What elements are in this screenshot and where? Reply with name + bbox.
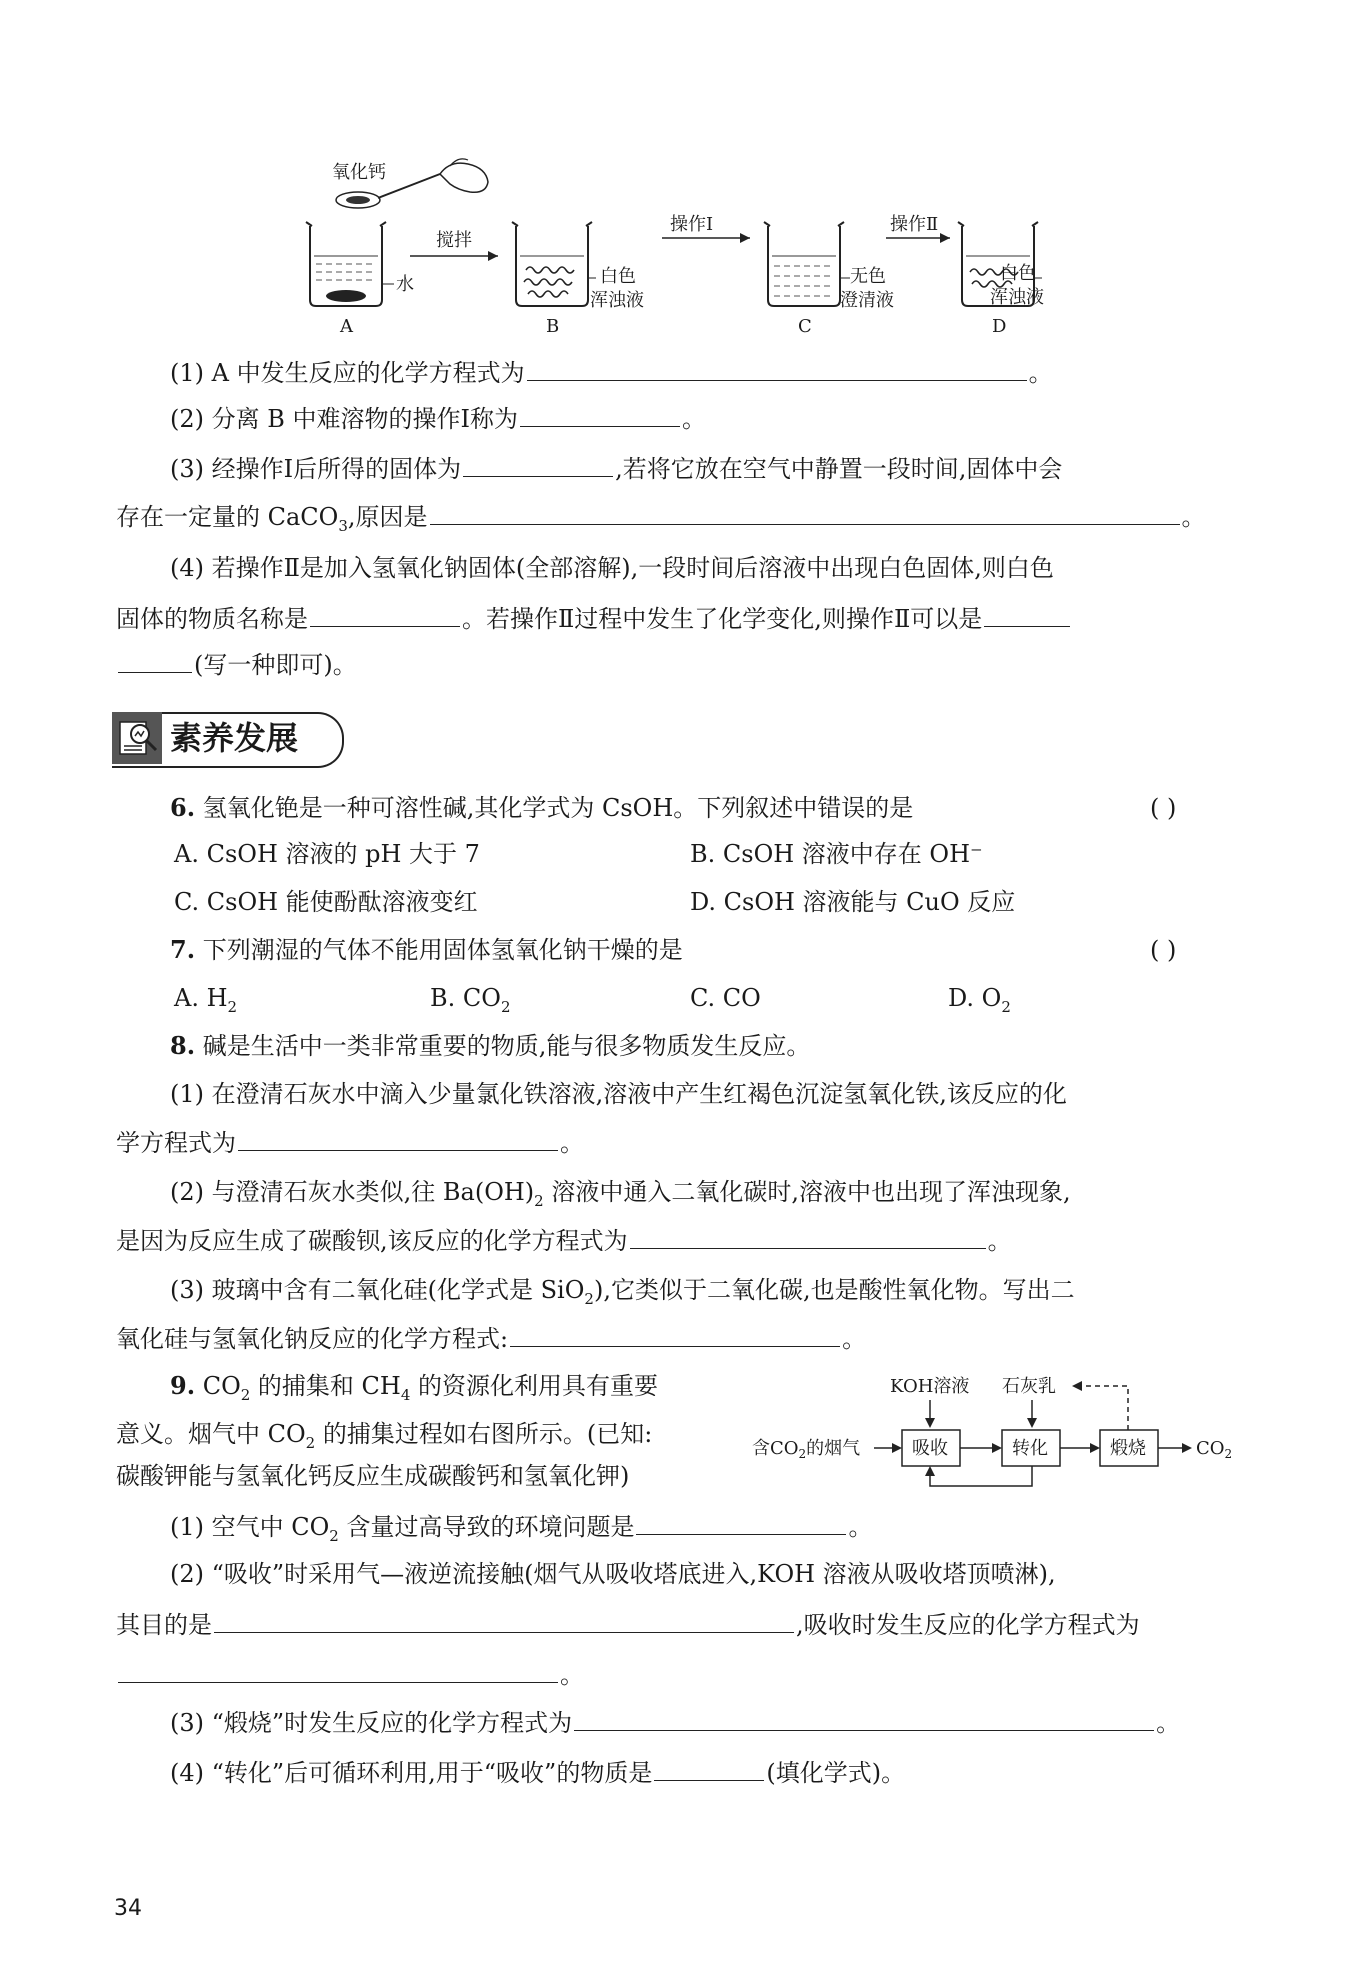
answer-blank[interactable]	[238, 1126, 558, 1151]
q7-option-a[interactable]: A. $H_2$	[174, 984, 238, 1016]
label-b: B	[546, 316, 560, 337]
arrow-op1-label: 操作Ⅰ	[670, 214, 714, 235]
answer-blank[interactable]	[654, 1756, 764, 1781]
arrow-stir-label: 搅拌	[436, 230, 472, 251]
q9-stem-line2: 意义。烟气中 $CO_2$ 的捕集过程如右图所示。(已知:	[116, 1420, 653, 1452]
answer-blank[interactable]	[214, 1608, 794, 1633]
q5-part3-line1: (3) 经操作Ⅰ后所得的固体为 ,若将它放在空气中静置一段时间,固体中会	[170, 452, 1062, 485]
q6-option-d[interactable]: D. CsOH 溶液能与 CuO 反应	[690, 888, 1016, 916]
answer-blank[interactable]	[574, 1706, 1154, 1731]
co2-output-label: $CO_2$	[1196, 1438, 1233, 1461]
c-label-line2: 澄清液	[840, 290, 894, 311]
flue-gas-label: 含$CO_2$的烟气	[752, 1438, 861, 1461]
q5-part4-line3: (写一种即可)。	[116, 648, 357, 681]
lime-milk-label: 石灰乳	[1002, 1376, 1056, 1397]
q8-part3-line2: 氧化硅与氢氧化钠反应的化学方程式: 。	[116, 1322, 866, 1355]
answer-blank[interactable]	[118, 1658, 558, 1683]
q8-part1-line1: (1) 在澄清石灰水中滴入少量氯化铁溶液,溶液中产生红褐色沉淀氢氧化铁,该反应的化	[170, 1080, 1067, 1108]
label-a: A	[340, 316, 353, 337]
answer-blank[interactable]	[520, 402, 680, 427]
q5-part4-line1: (4) 若操作Ⅱ是加入氢氧化钠固体(全部溶解),一段时间后溶液中出现白色固体,则白色	[170, 554, 1054, 582]
q5-part3-line2: 存在一定量的 CaCO$_3$,原因是 。	[116, 500, 1206, 542]
magnifier-document-icon	[114, 716, 162, 762]
q5-part1: (1) A 中发生反应的化学方程式为 。	[170, 356, 1053, 389]
q6-option-a[interactable]: A. CsOH 溶液的 pH 大于 7	[174, 840, 480, 868]
label-c: C	[798, 316, 812, 337]
koh-solution-label: KOH溶液	[890, 1376, 970, 1397]
answer-blank[interactable]	[527, 356, 1027, 381]
q6-option-b[interactable]: B. CsOH 溶液中存在 OH⁻	[690, 840, 983, 868]
q6-stem: 6. 氢氧化铯是一种可溶性碱,其化学式为 CsOH。下列叙述中错误的是	[170, 793, 914, 822]
page-number: 34	[114, 1896, 142, 1921]
b-label-line1: 白色	[600, 266, 636, 287]
q6-option-c[interactable]: C. CsOH 能使酚酞溶液变红	[174, 888, 478, 916]
absorb-label: 吸收	[912, 1438, 948, 1459]
co2-capture-flow-diagram	[750, 1370, 1240, 1500]
q7-stem: 7. 下列潮湿的气体不能用固体氢氧化钠干燥的是	[170, 935, 683, 964]
hand-icon	[440, 163, 488, 192]
calcine-label: 煅烧	[1110, 1438, 1146, 1459]
answer-blank[interactable]	[463, 452, 613, 477]
answer-blank[interactable]	[636, 1510, 846, 1535]
q7-option-d[interactable]: D. $O_2$	[948, 984, 1011, 1016]
section-title: 素养发展	[170, 719, 299, 757]
beaker-b	[512, 222, 644, 337]
q8-part2-line2: 是因为反应生成了碳酸钡,该反应的化学方程式为 。	[116, 1224, 1012, 1257]
q5-part4-line2: 固体的物质名称是 。若操作Ⅱ过程中发生了化学变化,则操作Ⅱ可以是	[116, 602, 1072, 635]
q8-part1-line2: 学方程式为 。	[116, 1126, 584, 1159]
answer-blank[interactable]	[310, 602, 460, 627]
q9-part3: (3) “煅烧”时发生反应的化学方程式为 。	[170, 1706, 1180, 1739]
beaker-process-figure	[290, 150, 1070, 340]
d-label-turbid: 浑浊液	[990, 287, 1044, 308]
q9-part2-line2: 其目的是 ,吸收时发生反应的化学方程式为	[116, 1608, 1140, 1641]
b-label-line2: 浑浊液	[590, 290, 644, 311]
answer-blank[interactable]	[984, 602, 1070, 627]
label-d: D	[992, 316, 1007, 337]
answer-blank[interactable]	[510, 1322, 840, 1347]
q9-stem-line3: 碳酸钾能与氢氧化钙反应生成碳酸钙和氢氧化钾)	[116, 1462, 630, 1490]
d-labels	[990, 262, 1044, 310]
q9-part1: (1) 空气中 $CO_2$ 含量过高导致的环境问题是 。	[170, 1510, 872, 1552]
q9-part2-line1: (2) “吸收”时采用气—液逆流接触(烟气从吸收塔底进入,KOH 溶液从吸收塔顶喷淋),	[170, 1560, 1056, 1588]
cao-label: 氧化钙	[332, 162, 386, 183]
q8-part2-line1: (2) 与澄清石灰水类似,往 $Ba(OH)_2$ 溶液中通入二氧化碳时,溶液中也出现了浑浊现象,	[170, 1178, 1071, 1210]
q8-stem: 8. 碱是生活中一类非常重要的物质,能与很多物质发生反应。	[170, 1031, 811, 1060]
q7-answer-paren[interactable]: ( )	[1150, 936, 1177, 964]
q9-part4: (4) “转化”后可循环利用,用于“吸收”的物质是 (填化学式)。	[170, 1756, 905, 1789]
arrow-op2-label: 操作Ⅱ	[890, 214, 939, 235]
q7-option-c[interactable]: C. CO	[690, 984, 761, 1012]
answer-blank[interactable]	[118, 648, 192, 673]
d-label-white: 白色	[1000, 263, 1036, 284]
beaker-a	[306, 222, 414, 337]
q7-option-b[interactable]: B. $CO_2$	[430, 984, 511, 1016]
answer-blank[interactable]	[630, 1224, 986, 1249]
q8-part3-line1: (3) 玻璃中含有二氧化硅(化学式是 SiO$_2$),它类似于二氧化碳,也是酸性氧化物。写出二	[170, 1276, 1075, 1308]
beaker-c	[764, 222, 894, 337]
q6-answer-paren[interactable]: ( )	[1150, 794, 1177, 822]
q5-part2: (2) 分离 B 中难溶物的操作Ⅰ称为 。	[170, 402, 706, 435]
water-label: 水	[396, 274, 414, 295]
convert-label: 转化	[1012, 1438, 1048, 1459]
q9-stem-line1: 9. $CO_2$ 的捕集和 $CH_4$ 的资源化利用具有重要	[170, 1371, 659, 1404]
answer-blank[interactable]	[430, 500, 1180, 525]
q9-part2-line3: 。	[116, 1658, 584, 1691]
c-label-line1: 无色	[850, 266, 886, 287]
